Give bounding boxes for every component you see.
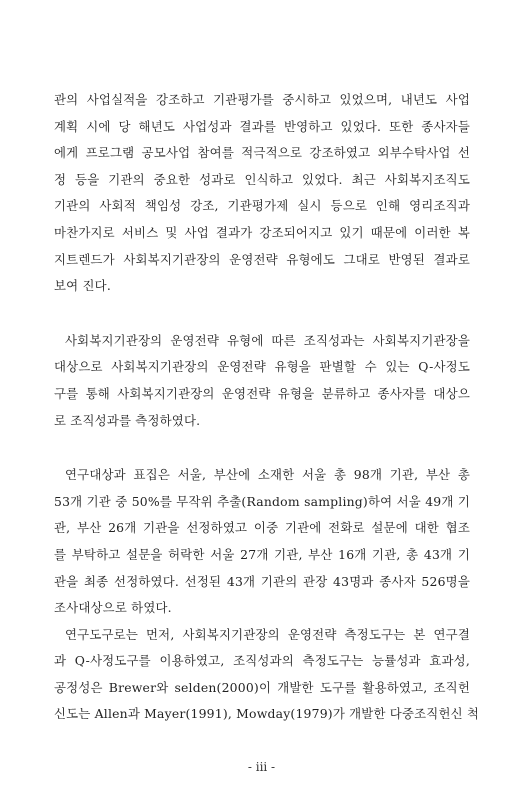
text-line: 정 등을 기관의 중요한 성과로 인식하고 있었다. 최근 사회복지조직도 [54,171,470,187]
paragraph-spacer [54,300,470,328]
text-line: 과 Q-사정도구를 이용하였고, 조직성과의 측정도구는 능률성과 효과성, [54,653,470,669]
text-line: 신도는 Allen과 Mayer(1991), Mowday(1979)가 개발한 다중조직헌신 척 [54,706,480,722]
text-line: 조사대상으로 하였다. [54,600,172,616]
paragraph-3 [54,462,470,622]
text-line: 관, 부산 26개 기관을 선정하였고 이중 기관에 전화로 설문에 대한 협조 [54,520,470,536]
document-body [54,87,480,728]
text-line: 를 부탁하고 설문을 허락한 서울 27개 기관, 부산 16개 기관, 총 43개 기 [54,546,470,562]
paragraph-1 [54,87,470,300]
page-number: - iii - [247,760,276,774]
text-line: 관의 사업실적을 강조하고 기관평가를 중시하고 있었으며, 내년도 사업 [54,92,470,107]
text-line: 53개 기관 중 50%를 무작위 추출(Random sampling)하여 서울 49개 기 [54,493,470,509]
text-line: 기관의 사회적 책임성 강조, 기관평가제 실시 등으로 인해 영리조직과 [54,198,470,214]
text-line: 공정성은 Brewer와 selden(2000)이 개발한 도구를 활용하였고, 조직헌 [54,679,470,695]
text-line: 보여 진다. [54,278,111,294]
text-line: 에게 프로그램 공모사업 참여를 적극적으로 강조하였고 외부수탁사업 선 [54,145,470,161]
text-line: 지트렌드가 사회복지기관장의 운영전략 유형에도 그대로 반영된 결과로 [54,251,470,267]
paragraph-4 [54,622,480,728]
text-line: 로 조직성과를 측정하였다. [54,412,201,428]
text-line: 계획 시에 당 해년도 사업성과 결과를 반영하고 있었다. 또한 종사자들 [54,118,470,134]
paragraph-spacer [54,434,470,462]
text-line: 관을 최종 선정하였다. 선정된 43개 기관의 관장 43명과 종사자 526명을 [54,573,470,589]
text-line: 대상으로 사회복지기관장의 운영전략 유형을 판별할 수 있는 Q-사정도 [54,359,470,375]
text-line: 마찬가지로 서비스 및 사업 결과가 강조되어지고 있기 때문에 이러한 복 [54,224,470,240]
text-line: 연구도구로는 먼저, 사회복지기관장의 운영전략 측정도구는 본 연구결 [65,626,470,642]
text-line: 구를 통해 사회복지기관장의 운영전략 유형을 분류하고 종사자를 대상으 [54,385,470,401]
text-line: 사회복지기관장의 운영전략 유형에 따른 조직성과는 사회복지기관장을 [65,332,470,348]
paragraph-2 [54,328,470,434]
text-line: 연구대상과 표집은 서울, 부산에 소재한 서울 총 98개 기관, 부산 총 [65,467,470,483]
